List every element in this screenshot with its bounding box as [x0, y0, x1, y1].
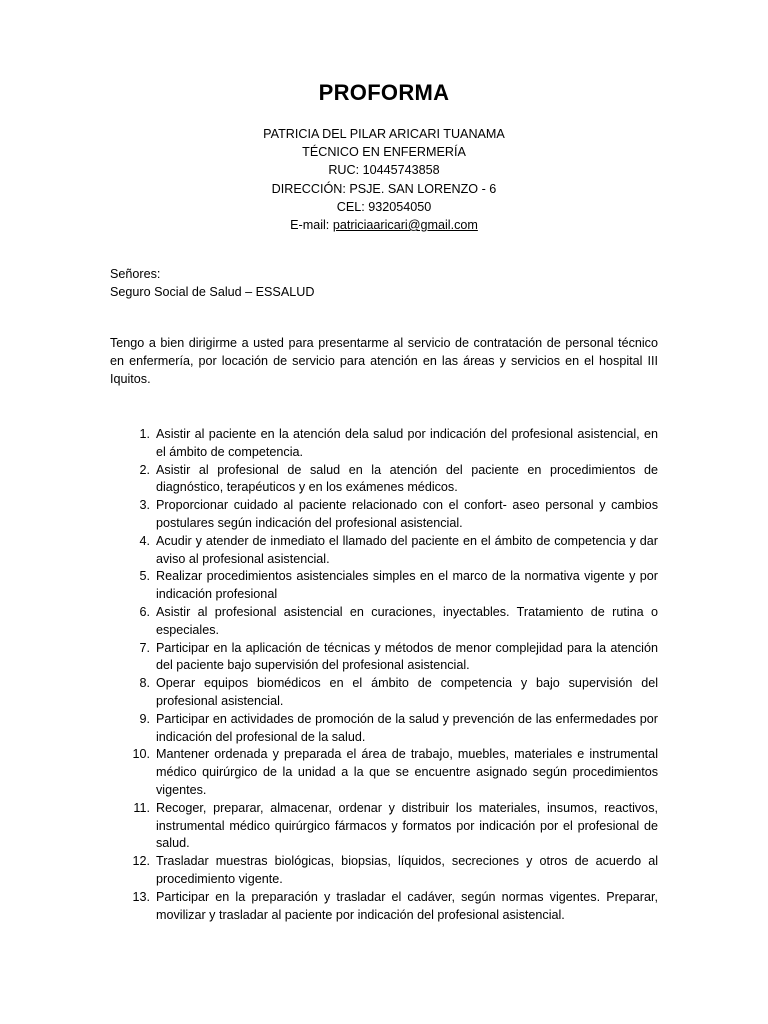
list-item-text: Asistir al paciente en la atención dela salud por indicación del profesional asistencial, en el ámbito de competencia. — [156, 427, 658, 459]
list-item — [110, 568, 658, 604]
list-item-number-cell — [110, 604, 156, 640]
list-item-number: 13. — [132, 889, 150, 904]
list-item — [110, 800, 658, 853]
salutation: Señores: — [110, 267, 161, 281]
list-item-text: Acudir y atender de inmediato el llamado del paciente en el ámbito de competencia y dar aviso al profesional asistencial. — [156, 533, 658, 566]
sender-phone: CEL: 932054050 — [336, 199, 432, 214]
list-item-number: 5. — [139, 569, 150, 584]
list-item — [110, 640, 658, 676]
sender-ruc: RUC: 10445743858 — [328, 163, 440, 178]
list-item-number: 12. — [132, 854, 150, 869]
document-title: PROFORMA — [318, 80, 450, 105]
sender-header — [0, 125, 768, 234]
list-item-number-cell — [110, 711, 156, 747]
recipient-block — [110, 265, 658, 301]
list-item-number-cell — [110, 800, 156, 853]
list-item — [110, 889, 658, 925]
list-item-text: Realizar procedimientos asistenciales simples en el marco de la normativa vigente y por indicación profesional — [156, 569, 658, 602]
list-item-number-cell — [110, 853, 156, 889]
list-item-number: 1. — [139, 427, 150, 441]
email-link[interactable]: patriciaaricari@gmail.com — [332, 218, 478, 233]
list-item-number: 3. — [139, 498, 150, 513]
list-item-text: Trasladar muestras biológicas, biopsias, líquidos, secreciones y otros de acuerdo al procedimiento vigente. — [156, 854, 658, 886]
list-item-number-cell — [110, 568, 156, 604]
list-item — [110, 462, 658, 498]
list-item — [110, 533, 658, 569]
intro-paragraph: Tengo a bien dirigirme a usted para presentarme al servicio de contratación de personal técnico en enfermería, por locación de servicio para atención en las áreas y servicios en el hospital III Iquitos. — [110, 336, 658, 387]
list-item-text: Mantener ordenada y preparada el área de trabajo, muebles, materiales e instrumental médico quirúrgico de la unidad a la que se encuentre asignado según procedimientos vigentes. — [156, 747, 658, 797]
list-item-number-cell — [110, 640, 156, 676]
list-item-number-cell — [110, 462, 156, 498]
list-item — [110, 675, 658, 711]
sender-email-line — [0, 216, 768, 234]
list-item-number: 2. — [139, 462, 150, 477]
list-item-text: Participar en actividades de promoción de la salud y prevención de las enfermedades por indicación del profesional de la salud. — [156, 711, 658, 744]
list-item-number-cell — [110, 889, 156, 925]
list-item-number: 10. — [132, 747, 150, 762]
list-item-number: 6. — [139, 604, 150, 619]
list-item-number: 4. — [139, 533, 150, 548]
list-item-number-cell — [110, 426, 156, 462]
list-item-number: 8. — [139, 676, 150, 691]
list-item-text: Asistir al profesional asistencial en curaciones, inyectables. Tratamiento de rutina o especiales. — [156, 604, 658, 637]
list-item-text: Recoger, preparar, almacenar, ordenar y distribuir los materiales, insumos, reactivos, instrumental médico quirúrgico fármacos y formatos por indicación por el profesional de salud. — [156, 800, 658, 851]
list-item-number-cell — [110, 746, 156, 799]
list-item — [110, 711, 658, 747]
list-item-text: Operar equipos biomédicos en el ámbito de competencia y bajo supervisión del profesional asistencial. — [156, 676, 658, 708]
list-item-text: Participar en la aplicación de técnicas y métodos de menor complejidad para la atención del paciente bajo supervisión del profesional asistencial. — [156, 640, 658, 673]
list-item-number: 7. — [139, 640, 150, 655]
sender-address: DIRECCIÓN: PSJE. SAN LORENZO - 6 — [271, 181, 497, 196]
list-item — [110, 746, 658, 799]
sender-name: PATRICIA DEL PILAR ARICARI TUANAMA — [263, 127, 505, 141]
list-item — [110, 497, 658, 533]
list-item-text: Participar en la preparación y trasladar el cadáver, según normas vigentes. Preparar, movilizar y trasladar al paciente por indicación del profesional asistencial. — [156, 889, 658, 922]
list-item-number: 11. — [133, 800, 150, 815]
sender-profession: TÉCNICO EN ENFERMERÍA — [302, 145, 466, 160]
list-item-number-cell — [110, 533, 156, 569]
list-item-number-cell — [110, 497, 156, 533]
recipient-organization: Seguro Social de Salud – ESSALUD — [110, 285, 315, 299]
list-item-number-cell — [110, 675, 156, 711]
list-item — [110, 426, 658, 462]
list-item-number: 9. — [139, 711, 150, 726]
list-item-text: Asistir al profesional de salud en la atención del paciente en procedimientos de diagnóstico, terapéuticos y en los exámenes médicos. — [156, 462, 658, 495]
list-item-text: Proporcionar cuidado al paciente relacionado con el confort- aseo personal y cambios postulares según indicación del profesional asistencial. — [156, 498, 658, 530]
list-item — [110, 604, 658, 640]
duties-list — [110, 426, 658, 924]
email-label: E-mail: — [290, 218, 333, 233]
list-item — [110, 853, 658, 889]
